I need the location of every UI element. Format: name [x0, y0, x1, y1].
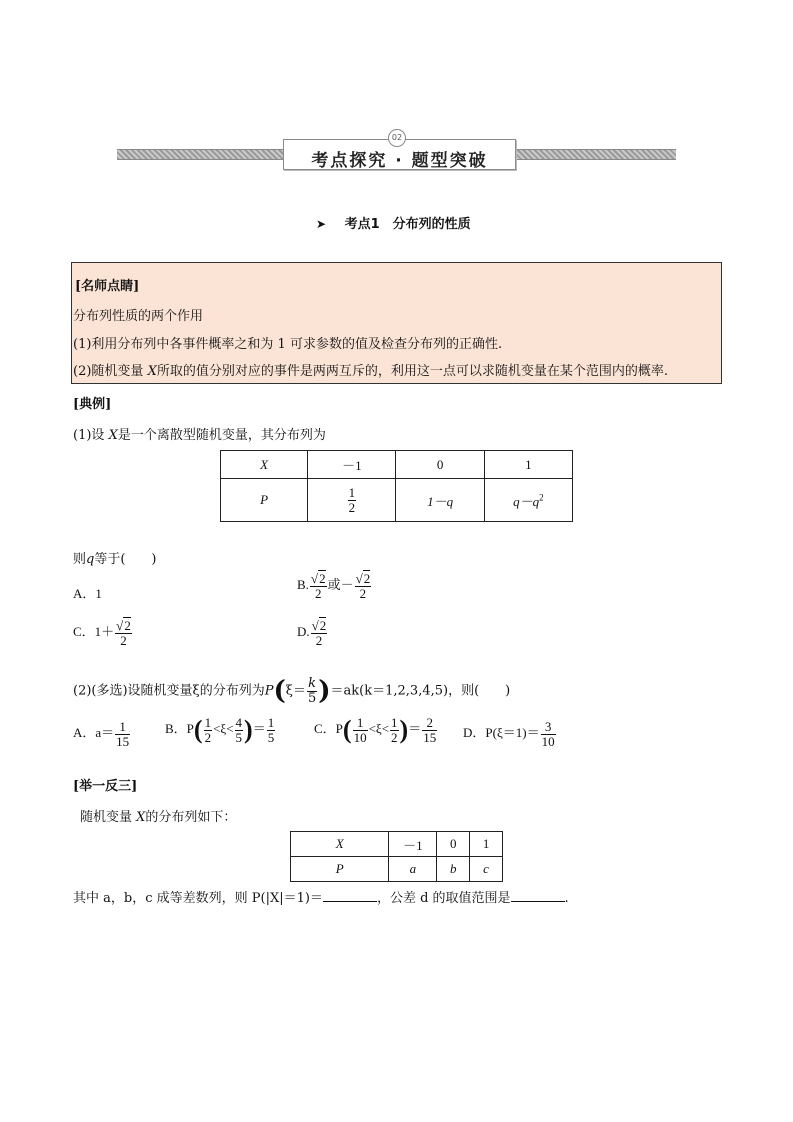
- distribution-table-2: [290, 831, 503, 882]
- tip-var-x: X: [147, 364, 157, 379]
- tip-box: [71, 262, 722, 384]
- tip-line-3-pre: (2)随机变量: [73, 364, 148, 379]
- q2-option-d: D．P(ξ＝1)＝ $\frac{3}{10}$: [463, 719, 555, 749]
- question-2: (2)(多选)设随机变量ξ的分布列为P(ξ＝ $\frac{k}{5}$ )＝ak(k＝1,2,3,4,5)，则( ): [73, 676, 511, 707]
- t1-cell-half: $\frac{1}{2}$: [308, 479, 396, 522]
- practice-intro: 随机变量 X的分布列如下：: [80, 810, 237, 825]
- tip-line-3: [73, 360, 668, 379]
- t1-cell-q-q2: $q-q^2$: [484, 479, 572, 522]
- tip-heading: [名师点睛]: [75, 279, 140, 294]
- q1-var: X: [108, 428, 118, 443]
- t1-header-1: 1: [484, 451, 572, 479]
- t2-header-1: 1: [470, 832, 503, 857]
- t2-label-p: P: [291, 857, 389, 882]
- answer-blank-1[interactable]: [323, 889, 377, 902]
- q2-option-c: C．P( $\frac{1}{10}$ <ξ< $\frac{1}{2}$ )＝ $\frac{2}{15}$: [314, 715, 437, 745]
- t2-header-0: 0: [437, 832, 470, 857]
- distribution-table-1: [220, 450, 573, 522]
- t2-cell-b: b: [437, 857, 470, 882]
- tip-line-1: 分布列性质的两个作用: [73, 309, 204, 324]
- practice-question: 其中 a，b，c 成等差数列，则 P(|X|＝1)＝ ，公差 d 的取值范围是 .: [73, 891, 569, 906]
- q1-ask: 则q等于( ): [73, 552, 157, 567]
- banner-right-stripe: [514, 149, 676, 160]
- option-b: B. $\frac{√2}{2}$ 或－ $\frac{√2}{2}$: [297, 571, 371, 601]
- option-c: C．1＋ $\frac{√2}{2}$: [73, 618, 131, 648]
- t1-cell-1-q: 1－q: [396, 479, 484, 522]
- option-d: D. $\frac{√2}{2}$: [297, 618, 327, 648]
- arrow-icon: ➤: [316, 217, 327, 231]
- t2-cell-c: c: [470, 857, 503, 882]
- practice-heading: [举一反三]: [73, 779, 138, 794]
- q2-option-b: B．P( $\frac{1}{2}$ <ξ< $\frac{4}{5}$ )＝ $\frac{1}{5}$: [165, 715, 275, 745]
- banner-left-stripe: [117, 149, 283, 160]
- t2-header-neg1: －1: [389, 832, 437, 857]
- t2-header-x: X: [291, 832, 389, 857]
- t2-cell-a: a: [389, 857, 437, 882]
- t1-header-0: 0: [396, 451, 484, 479]
- question-1: [73, 424, 326, 443]
- topic-heading: [316, 213, 471, 232]
- example-heading: [典例]: [73, 397, 112, 412]
- q1-pre: (1)设: [73, 428, 109, 443]
- option-a: A．1: [73, 586, 102, 601]
- banner-badge: 02: [388, 129, 406, 147]
- t1-header-neg1: －1: [308, 451, 396, 479]
- topic-title: 考点1 分布列的性质: [344, 217, 471, 232]
- q1-post: 是一个离散型随机变量，其分布列为: [117, 428, 326, 443]
- q2-option-a: A．a＝ $\frac{1}{15}$: [73, 719, 130, 749]
- t1-label-p: P: [221, 479, 308, 522]
- answer-blank-2[interactable]: [511, 889, 565, 902]
- banner-title: 考点探究 · 题型突破: [311, 151, 488, 171]
- tip-line-3-post: 所取的值分别对应的事件是两两互斥的，利用这一点可以求随机变量在某个范围内的概率.: [156, 364, 668, 379]
- t1-header-x: X: [221, 451, 308, 479]
- tip-line-2: (1)利用分布列中各事件概率之和为 1 可求参数的值及检查分布列的正确性.: [73, 337, 503, 352]
